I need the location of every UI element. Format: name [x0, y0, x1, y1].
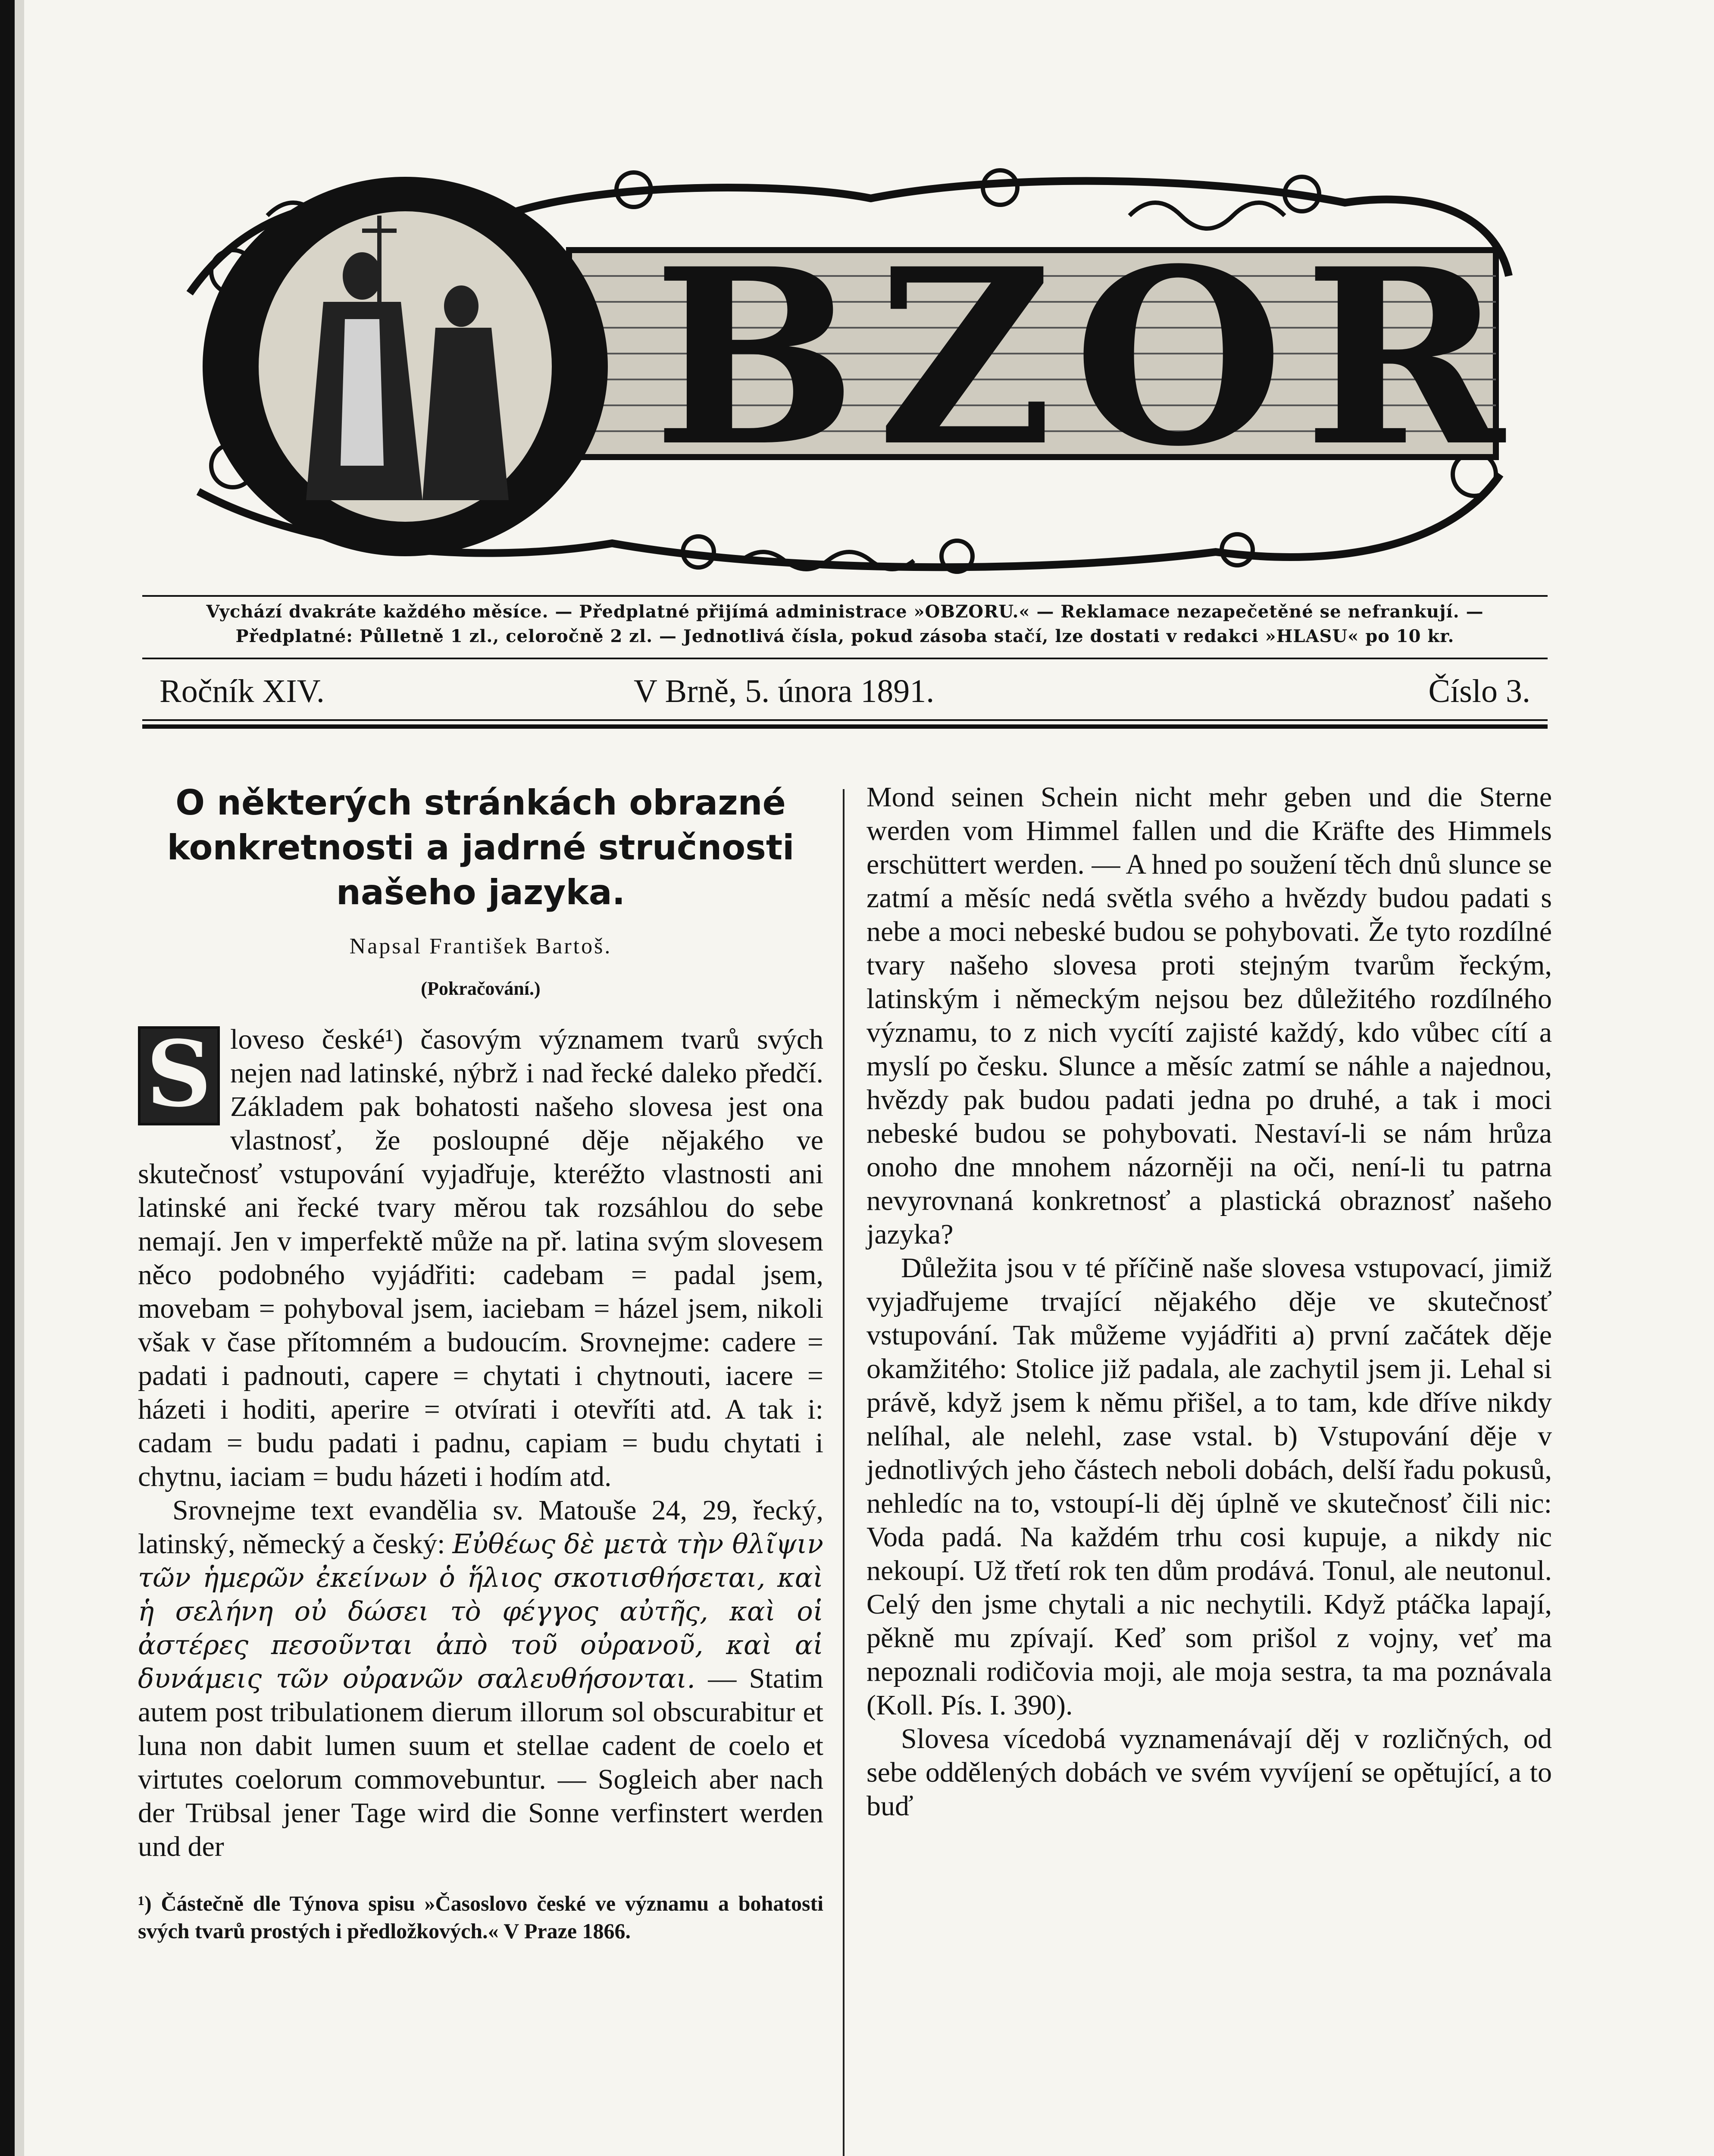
title-letter-r: R: [1304, 216, 1509, 500]
title-letter-z: Z: [877, 216, 1058, 500]
title-letter-o2: O: [1073, 216, 1288, 500]
paragraph-right-1: Mond seinen Schein nicht mehr geben und die Sterne werden vom Himmel fallen und die Kräfte des Himmels erschüttert werden. — A hned po soužení těch dnů slunce se zatmí a měsíc nedá světla svého a hvězdy budou padati s nebe a moci nebeské budou se pohybovati. Že tyto rozdílné tvary našeho slovesa proti stejným tvarům řeckým, latinským i německým nejsou bez důležitého rozdílného významu, to z nich vycítí zajisté každý, kdo vůbec cítí a myslí po česku. Slunce a měsíc zatmí se náhle a najednou, hvězdy pak budou padati jedna po druhé, a tak i moci nebeské budou se pohybovati. Nestaví-li se nám hrůza onoho dne mnohem názorněji na oči, není-li tu patrna nevyrovnaná konkretnosť a plastická obraznosť našeho jazyka?: [866, 781, 1552, 1250]
rule-issue-2: [142, 724, 1548, 729]
paragraph-left-2: [138, 1494, 823, 1864]
article-continuation: (Pokračování.): [421, 978, 541, 999]
rule-top: [142, 595, 1548, 597]
rule-notice-bottom: [142, 658, 1548, 659]
rule-issue-1: [142, 719, 1548, 721]
issue-number: Číslo 3.: [1428, 673, 1530, 709]
column-right: [866, 780, 1552, 1823]
issue-place-date: V Brně, 5. února 1891.: [634, 673, 935, 709]
paragraph-right-2: Důležita jsou v té příčině naše slovesa vstupovací, jimiž vyjadřujeme trvající nějakého děje ve skutečnosť vstupování. Tak můžeme vyjádřiti a) první začátek děje okamžitého: Stolice již padala, ale zachytil jsem ji. Lehal si právě, když jsem k němu přišel, a to tam, kde dříve nikdy nelíhal, ale nelehl, zase vstal. b) Vstupování děje v jednotlivých jeho částech neboli dobách, delší řadu pokusů, nehledíc na to, vstoupí-li děj úplně ve skutečnosť čili nic: Voda padá. Na každém trhu cosi kupuje, a nikdy nic nekoupí. Už třetí rok ten dům prodává. Tonul, ale neutonul. Celý den jsme chytali a nic nechytili. Když ptáčka lapají, pěkně mu zpívají. Keď som prišol z vojny, veť ma nepoznali rodičovia moji, ale moja sestra, ta ma poznávala (Koll. Pís. I. 390).: [866, 1252, 1552, 1721]
scan-edge: [0, 0, 15, 2156]
paragraph-left-1: [138, 1023, 823, 1494]
greek-quote: Εὐθέως δὲ μετὰ τὴν θλῖψιν τῶν ἡμερῶν ἐκείνων ὁ ἥλιος σκοτισθήσεται, καὶ ἡ σελήνη οὐ δώσει τὸ φέγγος αὐτῆς, καὶ οἱ ἀστέρες πεσοῦνται ἀπὸ τοῦ οὐρανοῦ, καὶ αἱ δυνάμεις τῶν οὐρανῶν σαλευθήσονται.: [138, 1528, 823, 1694]
column-divider: [843, 789, 844, 2156]
article-byline: Napsal František Bartoš.: [349, 934, 612, 959]
notice-line-2: Předplatné: Půlletně 1 zl., celoročně 2 zl. — Jednotlivá čísla, pokud zásoba stačí, lze dostati v redakci »HLASU« po 10 kr.: [235, 626, 1454, 646]
footnote: ¹) Částečně dle Týnova spisu »Časoslovo české ve významu a bohatosti svých tvarů prostých i předložkových.« V Praze 1866.: [138, 1891, 823, 1943]
issue-volume: Ročník XIV.: [160, 673, 325, 709]
scan-edge-shadow: [15, 0, 24, 2156]
article-title: O některých stránkách obrazné konkretnosti a jadrné stručnosti našeho jazyka.: [167, 783, 794, 912]
column-left: [138, 780, 823, 1945]
paragraph-left-2-intro: Srovnejme text evandělia sv. Matouše 24, 29, řecký, latinský, německý a český:: [138, 1495, 823, 1560]
notice-line-1: Vychází dvakráte každého měsíce. — Předplatné přijímá administrace »OBZORU.« — Reklamace nezapečetěné se nefrankují. —: [206, 602, 1484, 622]
masthead: [181, 164, 1517, 578]
dropcap-s: S: [138, 1026, 220, 1125]
issue-line: [160, 673, 1530, 716]
masthead-title: [422, 216, 1509, 500]
paragraph-right-3: Slovesa vícedobá vyznamenávají děj v rozličných, od sebe oddělených dobách ve svém vyvíjení se opětující, a to buď: [866, 1723, 1552, 1822]
paragraph-left-2-rest: — Statim autem post tribulationem dierum illorum sol obscurabitur et luna non dabit lumen suum et stellae cadent de coelo et virtutes coelorum commovebuntur. — Sogleich aber nach der Trübsal jener Tage wird die Sonne verfinstert werden und der: [138, 1663, 824, 1862]
paragraph-left-1-text: loveso české¹) časovým významem tvarů svých nejen nad latinské, nýbrž i nad řecké daleko předčí. Základem pak bohatosti našeho slovesa jest ona vlastnosť, že posloupné děje nějakého ve skutečnosť vstupování vyjadřuje, kteréžto vlastnosti ani latinské ani řecké tvary měrou tak rozsáhlou do sebe nemají. Jen v imperfektě může na př. latina svým slovesem něco podobného vyjádřiti: cadebam = padal jsem, movebam = pohyboval jsem, iaciebam = házel jsem, nikoli však v čase přítomném a budoucím. Srovnejme: cadere = padati i padnouti, capere = chytati i chytnouti, iacere = házeti i hoditi, aperire = otvírati i otevříti atd. A tak i: cadam = budu padati i padnu, capiam = budu chytati i chytnu, iaciam = budu házeti i hodím atd.: [138, 1024, 823, 1492]
title-letter-b: B: [653, 216, 861, 500]
